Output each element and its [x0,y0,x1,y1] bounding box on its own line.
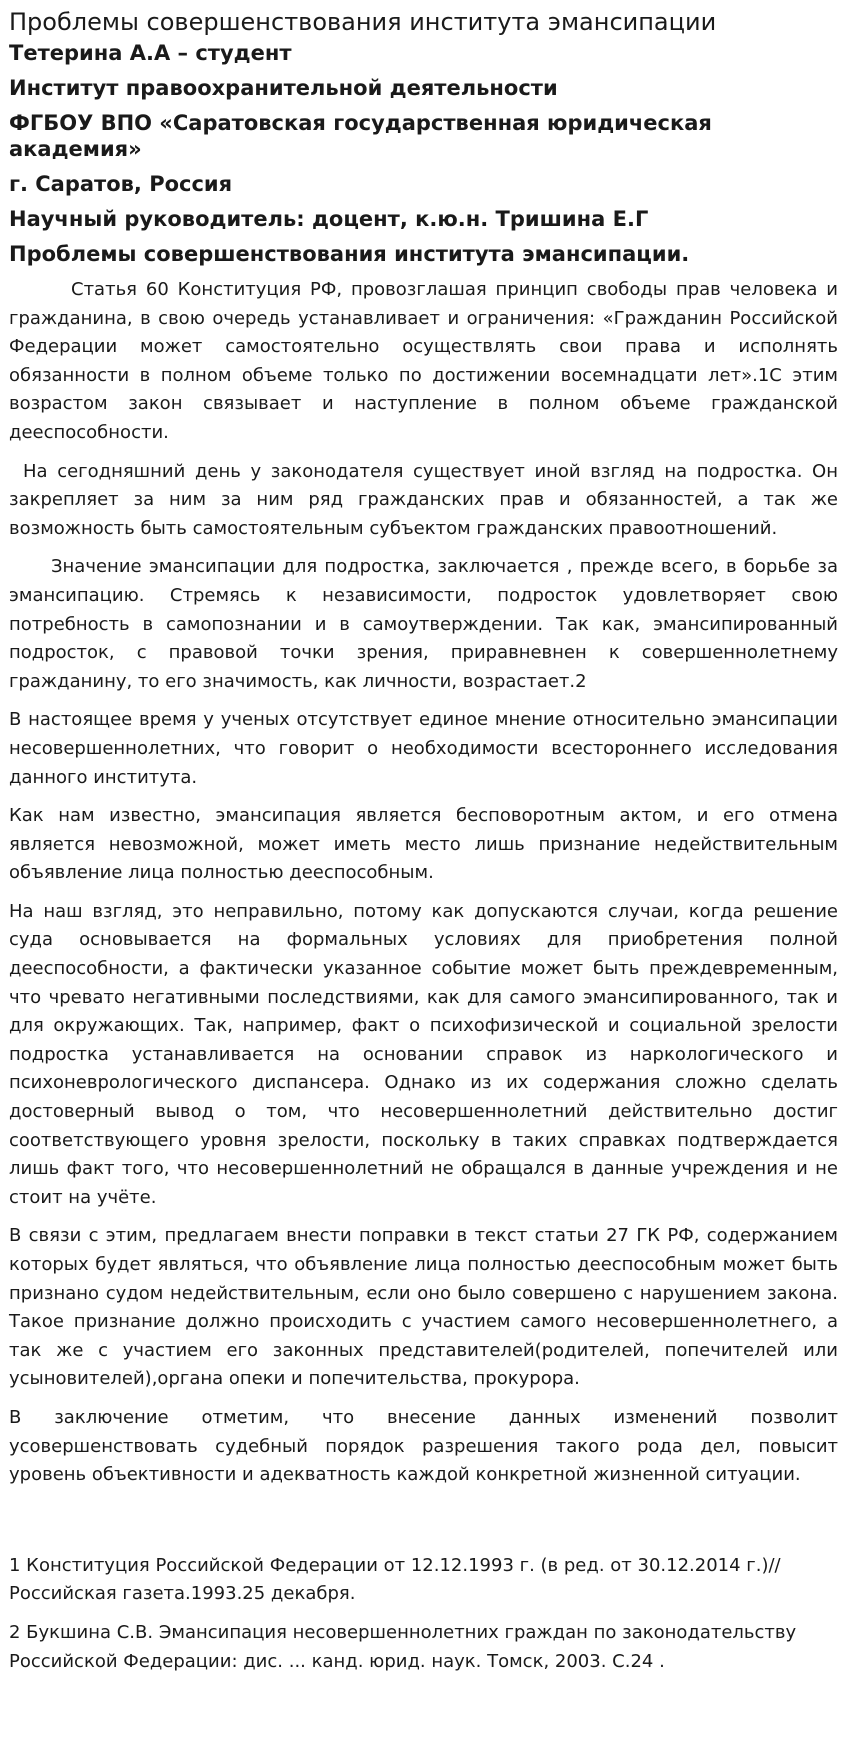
paragraph: На наш взгляд, это неправильно, потому как допускаются случаи, когда решение суда основывается на формальных условиях для приобретения полной дееспособности, а фактически указанное событие может быть преждевременным, что чревато негативными последствиями, как для самого эмансипированного, так и для окружающих. Так, например, факт о психофизической и социальной зрелости подростка устанавливается на основании справок из наркологического и психоневрологического диспансера. Однако из их содержания сложно сделать достоверный вывод о том, что несовершеннолетний действительно достиг соответствующего уровня зрелости, поскольку в таких справках подтверждается лишь факт того, что несовершеннолетний не обращался в данные учреждения и не стоит на учёте. [9,900,838,1208]
university-line: ФГБОУ ВПО «Саратовская государственная юридическая академия» [9,111,712,161]
author-line: Тетерина А.А – студент [9,41,292,65]
article-heading: Проблемы совершенствования института эмансипации. [9,242,690,266]
paragraph: Значение эмансипации для подростка, заключается , прежде всего, в борьбе за эмансипацию. Стремясь к независимости, подросток удовлетворяет свою потребность в самопознании и в самоутверждении. Так как, эмансипированный подросток, с правовой точки зрения, приравневнен к совершеннолетнему гражданину, то его значимость, как личности, возрастает.2 [9,556,838,692]
city-line: г. Саратов, Россия [9,172,233,196]
paragraph: В настоящее время у ученых отсутствует единое мнение относительно эмансипации несовершеннолетних, что говорит о необходимости всестороннего исследования данного института. [9,709,838,788]
footnote: 1 Конституция Российской Федерации от 12.12.1993 г. (в ред. от 30.12.2014 г.)// Российская газета.1993.25 декабря. [9,1554,781,1605]
footnote: 2 Букшина С.В. Эмансипация несовершеннолетних граждан по законодательству Российской Федерации: дис. ... канд. юрид. наук. Томск, 2003. С.24 . [9,1621,797,1672]
document-title: Проблемы совершенствования института эмансипации [9,8,717,36]
paragraph: В связи с этим, предлагаем внести поправки в текст статьи 27 ГК РФ, содержанием которых будет являться, что объявление лица полностью дееспособным может быть признано судом недействительным, если оно было совершено с нарушением закона. Такое признание должно происходить с участием самого несовершеннолетнего, а так же с участием его законных представителей(родителей, попечителей или усыновителей),органа опеки и попечительства, прокурора. [9,1225,838,1390]
paragraph: В заключение отметим, что внесение данных изменений позволит усовершенствовать судебный порядок разрешения такого рода дел, повысит уровень объективности и адекватность каждой конкретной жизненной ситуации. [9,1406,838,1486]
institute-line: Институт правоохранительной деятельности [9,76,558,100]
paragraph: Статья 60 Конституция РФ, провозглашая принцип свободы прав человека и гражданина, в свою очередь устанавливает и ограничения: «Гражданин Российской Федерации может самостоятельно осуществлять свои права и исполнять обязанности в полном объеме только по достижении восемнадцати лет».1С этим возрастом закон связывает и наступление в полном объеме гражданской дееспособности. [9,279,838,443]
supervisor-line: Научный руководитель: доцент, к.ю.н. Тришина Е.Г [9,207,649,231]
footnote-spacer [9,1500,838,1552]
paragraph: На сегодняшний день у законодателя существует иной взгляд на подростка. Он закрепляет за ним за ним ряд гражданских прав и обязанностей, а так же возможность быть самостоятельным субъектом гражданских правоотношений. [9,460,838,539]
paragraph: Как нам известно, эмансипация является бесповоротным актом, и его отмена является невозможной, может иметь место лишь признание недействительным объявление лица полностью дееспособным. [9,805,838,884]
